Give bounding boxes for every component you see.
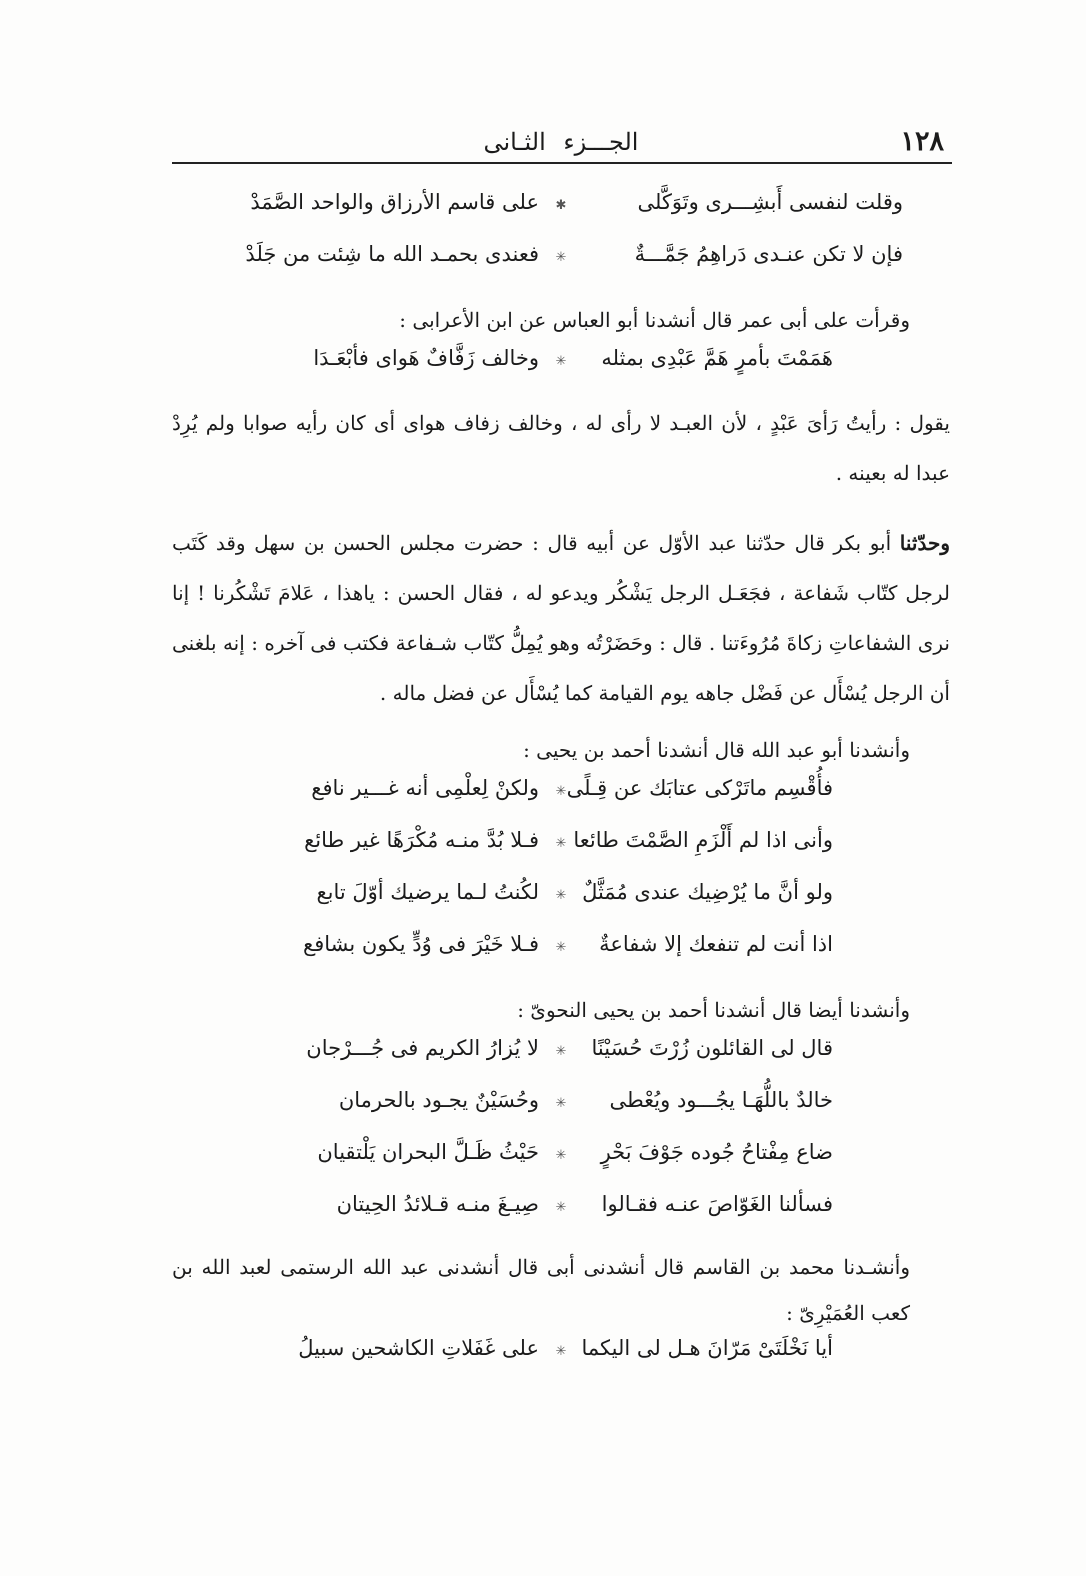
second-hemistich: فـلا بُدَّ منـه مُكْرَهًا غير طائع <box>304 828 539 852</box>
verse-separator: ✳ <box>555 784 567 799</box>
verse-separator: ✳ <box>555 250 567 265</box>
second-hemistich: على غَفَلاتِ الكاشحين سبيلُ <box>298 1336 539 1360</box>
first-hemistich: وقلت لنفسى أَبشِـــرى وتَوَكَّلى <box>637 190 903 214</box>
citation-line: وقرأت على أبى عمر قال أنشدنا أبو العباس عن ابن الأعرابى : <box>399 308 910 332</box>
verse-separator: ✳ <box>555 1096 567 1111</box>
verse-separator: ✳ <box>555 1044 567 1059</box>
anecdote-paragraph <box>172 518 950 718</box>
first-hemistich: أيا نَخْلَتَىْ مَرّانَ هـل لى اليكما <box>581 1336 833 1360</box>
first-hemistich: وأنى اذا لم أَلْزَمِ الصَّمْتَ طائعا <box>573 828 833 852</box>
verse-separator: ✳ <box>555 354 567 369</box>
first-hemistich: هَمَمْتَ بأمرٍ هَمَّ عَبْدِى بمثله <box>601 346 833 370</box>
verse-line <box>172 190 950 242</box>
second-hemistich: وخالف زَفَّافٌ هَواى فأبْعَـدَا <box>313 346 539 370</box>
verse-separator: ✳ <box>555 1200 567 1215</box>
verse-separator: ✳ <box>555 940 567 955</box>
verse-line <box>172 1140 950 1192</box>
first-hemistich: فأُقْسِم ماتَرْكى عتابَك عن قِـلًى <box>566 776 833 800</box>
first-hemistich: خالدٌ باللُّهَـا يجُـــود ويُعْطى <box>609 1088 833 1112</box>
second-hemistich: وحُسَيْنٌ يجـود بالحرمان <box>338 1088 539 1112</box>
verse-group <box>172 1336 950 1388</box>
verse-line <box>172 1192 950 1244</box>
first-hemistich: ولو أنَّ ما يُرْضِيك عندى مُمَثَّلٌ <box>582 880 833 904</box>
verse-group <box>172 346 950 398</box>
verse-separator: ✳ <box>555 1148 567 1163</box>
second-hemistich: فـلا خَيْرَ فى وُدٍّ يكون بشافع <box>303 932 539 956</box>
verse-separator: ✳ <box>555 836 567 851</box>
verse-line <box>172 932 950 984</box>
verse-line <box>172 1336 950 1388</box>
verse-line <box>172 880 950 932</box>
first-hemistich: فإن لا تكن عنـدى دَراهِمُ جَمَّـــةٌ <box>634 242 903 266</box>
first-hemistich: فسألنا الغَوّاصَ عنـه فقـالوا <box>601 1192 833 1216</box>
citation-line: وأنشـدنا محمد بن القاسم قال أنشدنى أبى قال أنشدنى عبد الله الرستمى لعبد الله بن كعب العُمَيْرِىّ : <box>172 1255 910 1325</box>
header-rule <box>172 162 952 164</box>
first-hemistich: ضاع مِفْتاحُ جُوده جَوْفَ بَحْرٍ <box>600 1140 833 1164</box>
verse-group <box>172 190 950 294</box>
verse-line <box>172 1088 950 1140</box>
verse-separator: ✳ <box>555 1344 567 1359</box>
verse-line <box>172 828 950 880</box>
second-hemistich: صِيـغَ منـه قـلائدُ الحِيتان <box>336 1192 539 1216</box>
paragraph-text: أبو بكر قال حدّثنا عبد الأوّل عن أبيه قال : حضرت مجلس الحسن بن سهل وقد كَتَب لرجل كتّاب شَفاعة ، فجَعَـل الرجل يَشْكُر ويدعو له ، فقال الحسن : ياهذا ، عَلامَ تَشْكُرنا ! إنا نرى الشفاعاتِ زكاةَ مُرُوءَتنا . قال : وحَضَرْتُه وهو يُمِلُّ كتّاب شـفاعة فكتب فى آخره : إنه بلغنى أن الرجل يُسْأَل عن فَضْل جاهه يوم القيامة كما يُسْأَل عن فضل ماله . <box>172 531 950 705</box>
first-hemistich: قال لى القائلون زُرْتَ حُسَيْنًا <box>591 1036 833 1060</box>
verse-line <box>172 1036 950 1088</box>
verse-group <box>172 1036 950 1244</box>
text-body <box>172 190 950 1388</box>
paragraph-lead-word: وحدّثنا <box>899 531 950 555</box>
verse-line <box>172 242 950 294</box>
second-hemistich: لا يُزارُ الكريم فى جُـــرْجان <box>306 1036 539 1060</box>
commentary-paragraph: يقول : رأيتُ رَأىَ عَبْدٍ ، لأن العبـد لا رأى له ، وخالف زفاف هواى أى كان رأيه صوابا ولم يُرِدْ عبدا له بعينه . <box>172 411 950 485</box>
citation-line: وأنشدنا أبو عبد الله قال أنشدنا أحمد بن يحيى : <box>523 738 910 762</box>
verse-group <box>172 776 950 984</box>
paragraph-gap <box>172 498 950 518</box>
running-title: الجـــزء الثـانى <box>483 128 639 156</box>
second-hemistich: على قاسم الأرزاق والواحد الصَّمَدْ <box>250 190 539 214</box>
second-hemistich: لكُنتُ لـما يرضيك أوّلَ تابع <box>316 880 539 904</box>
page-number: ١٢٨ <box>900 126 944 157</box>
running-header <box>172 120 950 164</box>
verse-line <box>172 776 950 828</box>
verse-separator: ✳ <box>555 888 567 903</box>
verse-separator: ✱ <box>555 198 567 213</box>
citation-line: وأنشدنا أيضا قال أنشدنا أحمد بن يحيى النحوىّ : <box>517 998 910 1022</box>
verse-line <box>172 346 950 398</box>
first-hemistich: اذا أنت لم تنفعك إلا شفاعةٌ <box>599 932 833 956</box>
second-hemistich: ولكنْ لِعلْمِى أنه غـــير نافع <box>311 776 539 800</box>
second-hemistich: فعندى بحمـد الله ما شِئت من جَلَدْ <box>245 242 539 266</box>
second-hemistich: حَيْثُ ظَـلَّ البحران يَلْتقيان <box>317 1140 539 1164</box>
